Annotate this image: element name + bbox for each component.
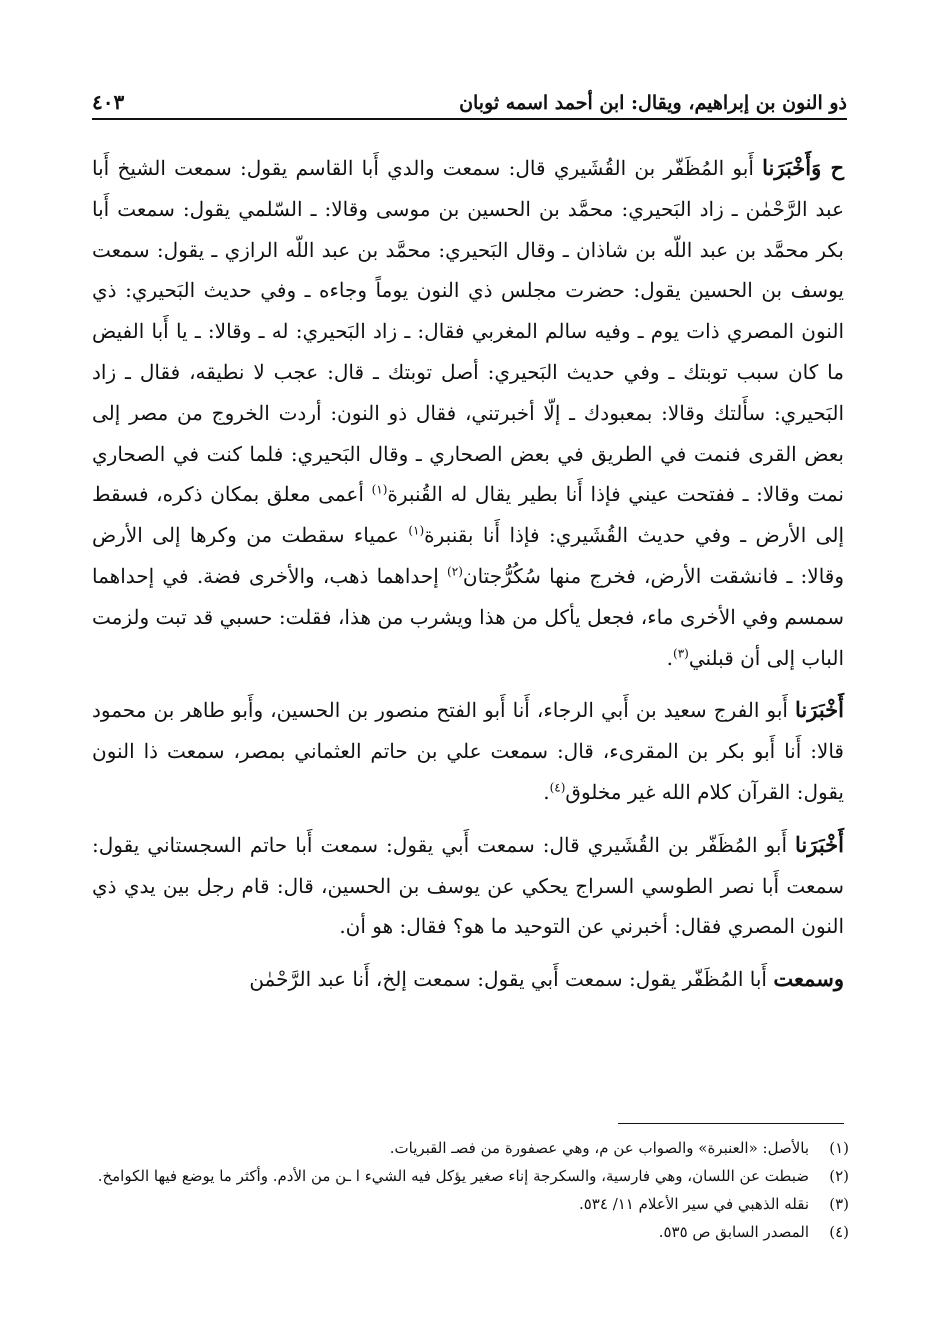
- paragraph-text: أعمى معلق بمكان ذكره، فسقط إلى الأرض ـ وفي حديث القُشَيري: فإذا أَنا بقنبرة: [92, 482, 845, 548]
- footnote-separator: [618, 1123, 844, 1124]
- footnote-ref: (١): [371, 482, 388, 497]
- paragraph-lead: ح وَأَخْبَرَنا: [762, 155, 844, 180]
- paragraph-4: [92, 959, 844, 1000]
- running-header: [92, 78, 847, 114]
- main-text: [92, 148, 844, 1000]
- footnote-ref: (٢): [447, 564, 463, 579]
- footnote-4: [92, 1218, 849, 1246]
- paragraph-lead: وسمعت: [773, 966, 844, 992]
- footnotes: [92, 1134, 849, 1246]
- paragraph-2: [92, 690, 844, 812]
- footnote-number: (٤): [829, 1223, 849, 1241]
- footnote-text: بالأصل: «العنبرة» والصواب عن م، وهي عصفورة من فصـ القبريات.: [389, 1139, 809, 1157]
- footnote-2: [92, 1162, 849, 1190]
- paragraph-text: أَبو المُظَفّر بن القُشَيري قال: سمعت والدي أَبا القاسم يقول: سمعت الشيخ أَبا عبد الرَّحْمٰن ـ زاد البَحيري: محمَّد بن الحسين بن موسى وقالا: ـ السّلمي يقول: سمعت أَبا بكر محمَّد بن عبد اللّه بن شاذان ـ وقال البَحيري: محمَّد بن عبد اللّه الرازي ـ يقول: سمعت يوسف بن الحسين يقول: حضرت مجلس ذي النون يوماً وجاءه ـ وفي حديث البَحيري: ذي النون المصري ذات يوم ـ وفيه سالم المغربي فقال: ـ زاد البَحيري: له ـ وقالا: ـ يا أَبا الفيض ما كان سبب توبتك ـ وفي حديث البَحيري: أصل توبتك ـ قال: عجب لا نطيقه، فقال ـ زاد البَحيري: سأَلتك وقالا: بمعبودك ـ إلّا أخبرتني، فقال ذو النون: أردت الخروج من مصر إلى بعض القرى فنمت في الطريق في بعض الصحاري ـ وقال البَحيري: فلما كنت في الصحاري نمت وقالا: ـ ففتحت عيني فإذا أَنا بطير يقال له القُنبرة: [92, 156, 844, 507]
- paragraph-text: عمياء سقطت من وكرها إلى الأرض وقالا: ـ فانشقت الأرض، فخرج منها سُكُرُّجتان: [92, 523, 845, 588]
- footnote-text: المصدر السابق ص ٥٣٥.: [658, 1223, 809, 1241]
- footnote-text: نقله الذهبي في سير الأعلام ١١/ ٥٣٤.: [578, 1195, 809, 1213]
- footnote-number: (٣): [829, 1195, 849, 1213]
- header-rule: [92, 118, 847, 120]
- footnote-3: [92, 1190, 849, 1218]
- running-title: ذو النون بن إبراهيم، ويقال: ابن أحمد اسمه ثوبان: [459, 92, 847, 114]
- paragraph-text: إحداهما ذهب، والأخرى فضة. في إحداهما سمسم وفي الأخرى ماء، فجعل يأكل من هذا ويشرب من هذا، فقلت: حسبي قد تبت ولزمت الباب إلى أن قبلني: [92, 563, 844, 670]
- paragraph-text: .: [666, 645, 673, 670]
- paragraph-lead: أَخْبَرَنا: [795, 831, 844, 857]
- footnote-text: ضبطت عن اللسان، وهي فارسية، والسكرجة إناء صغير يؤكل فيه الشيء ا ـن من الأدم. وأكثر ما يوضع فيها الكوامخ.: [97, 1167, 809, 1185]
- footnote-ref: (٤): [549, 780, 566, 795]
- paragraph-text: أَبا المُظَفّر يقول: سمعت أَبي يقول: سمعت إلخ، أَنا عبد الرَّحْمٰن: [249, 967, 774, 992]
- footnote-number: (١): [829, 1139, 849, 1157]
- footnote-ref: (١): [408, 523, 425, 538]
- footnote-1: [92, 1134, 849, 1162]
- paragraph-3: [92, 825, 844, 947]
- paragraph-text: .: [543, 779, 550, 804]
- paragraph-1: [92, 148, 844, 678]
- paragraph-text: أَبو المُظَفّر بن القُشَيري قال: سمعت أَبي يقول: سمعت أَبا حاتم السجستاني يقول: سمعت أَبا نصر الطوسي السراج يحكي عن يوسف بن الحسين، قال: قام رجل بين يدي ذي النون المصري فقال: أخبرني عن التوحيد ما هو؟ فقال: هو أن.: [92, 832, 844, 939]
- paragraph-text: أَبو الفرج سعيد بن أَبي الرجاء، أَنا أَبو الفتح منصور بن الحسين، وأَبو طاهر بن محمود قالا: أَنا أَبو بكر بن المقرىء، قال: سمعت علي بن حاتم العثماني بمصر، سمعت ذا النون يقول: القرآن كلام الله غير مخلوق: [92, 698, 844, 804]
- footnote-number: (٢): [829, 1167, 849, 1185]
- page-number: ٤٠٣: [92, 90, 125, 114]
- footnote-ref: (٣): [673, 645, 689, 660]
- paragraph-lead: أَخْبَرَنا: [795, 697, 844, 723]
